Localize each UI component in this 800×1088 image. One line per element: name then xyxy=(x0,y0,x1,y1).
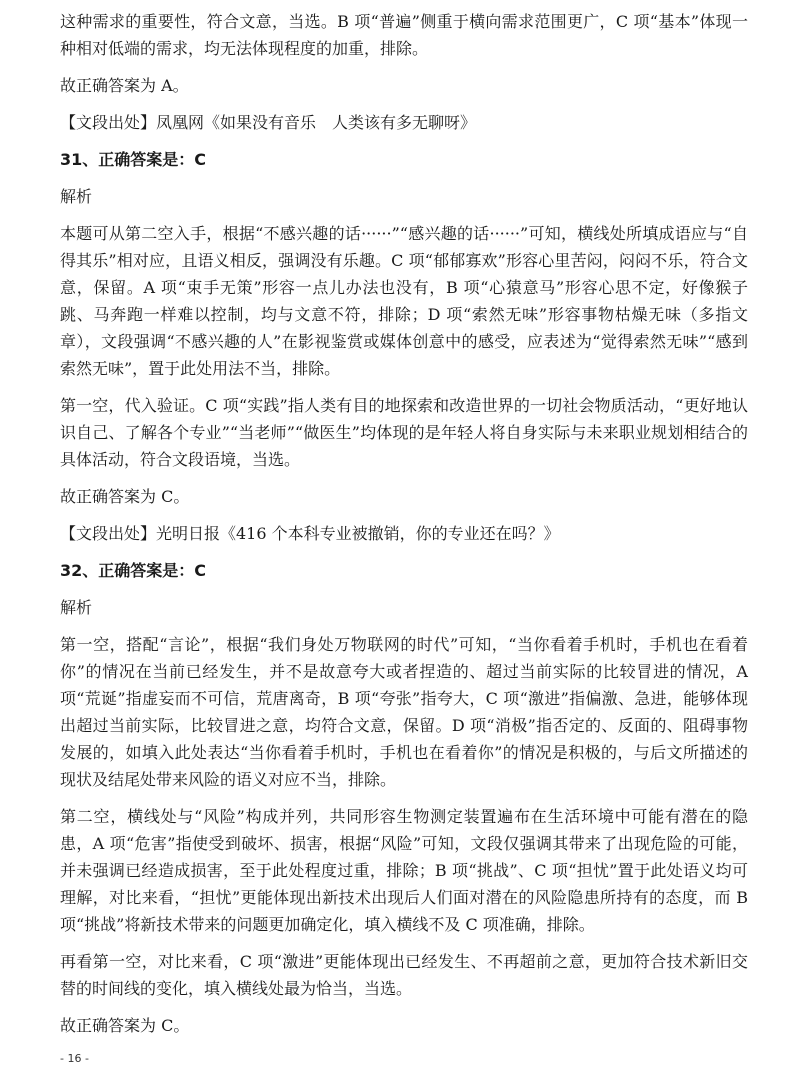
answer-line: 故正确答案为 A。 xyxy=(60,76,189,95)
question-32-heading: 32、正确答案是：C xyxy=(60,561,207,580)
question-31-heading: 31、正确答案是：C xyxy=(60,150,207,169)
source-line: 【文段出处】凤凰网《如果没有音乐 人类该有多无聊呀》 xyxy=(60,113,477,132)
document-body xyxy=(60,8,748,1049)
paragraph: 这种需求的重要性，符合文意，当选。B 项“普遍”侧重于横向需求范围更广，C 项“基本”体现一种相对低端的需求，均无法体现程度的加重，排除。 xyxy=(60,12,748,58)
source-line: 【文段出处】光明日报《416 个本科专业被撤销，你的专业还在吗？》 xyxy=(60,524,560,543)
paragraph: 第一空，搭配“言论”，根据“我们身处万物联网的时代”可知，“当你看着手机时，手机也在看着你”的情况在当前已经发生，并不是故意夸大或者捏造的、超过当前实际的比较冒进的情况，A 项“荒诞”指虚妄而不可信，荒唐离奇，B 项“夸张”指夸大，C 项“激进”指偏激、急进，能够体现出超过当前实际，比较冒进之意，均符合文意，保留。D 项“消极”指否定的、反面的、阻碍事物发展的，如填入此处表达“当你看着手机时，手机也在看着你”的情况是积极的，与后文所描述的现状及结尾处带来风险的语义对应不当，排除。 xyxy=(60,635,748,789)
page-number: - 16 - xyxy=(60,1052,89,1065)
analysis-label: 解析 xyxy=(60,598,93,617)
paragraph: 第一空，代入验证。C 项“实践”指人类有目的地探索和改造世界的一切社会物质活动，“更好地认识自己、了解各个专业”“当老师”“做医生”均体现的是年轻人将自身实际与未来职业规划相结合的具体活动，符合文段语境，当选。 xyxy=(60,396,748,469)
analysis-label: 解析 xyxy=(60,187,93,206)
paragraph: 本题可从第二空入手，根据“不感兴趣的话······”“感兴趣的话······”可知，横线处所填成语应与“自得其乐”相对应，且语义相反，强调没有乐趣。C 项“郁郁寡欢”形容心里苦闷，闷闷不乐，符合文意，保留。A 项“束手无策”形容一点儿办法也没有，B 项“心猿意马”形容心思不定，好像猴子跳、马奔跑一样难以控制，均与文意不符，排除；D 项“索然无味”形容事物枯燥无味（多指文章），文段强调“不感兴趣的人”在影视鉴赏或媒体创意中的感受，应表述为“觉得索然无味”“感到索然无味”，置于此处用法不当，排除。 xyxy=(60,224,748,378)
paragraph: 第二空，横线处与“风险”构成并列，共同形容生物测定装置遍布在生活环境中可能有潜在的隐患，A 项“危害”指使受到破坏、损害，根据“风险”可知，文段仅强调其带来了出现危险的可能，并未强调已经造成损害，至于此处程度过重，排除；B 项“挑战”、C 项“担忧”置于此处语义均可理解，对比来看，“担忧”更能体现出新技术出现后人们面对潜在的风险隐患所持有的态度，而 B 项“挑战”将新技术带来的问题更加确定化，填入横线不及 C 项准确，排除。 xyxy=(60,807,748,934)
answer-line: 故正确答案为 C。 xyxy=(60,487,190,506)
answer-line: 故正确答案为 C。 xyxy=(60,1016,190,1035)
paragraph: 再看第一空，对比来看，C 项“激进”更能体现出已经发生、不再超前之意，更加符合技术新旧交替的时间线的变化，填入横线处最为恰当，当选。 xyxy=(60,952,748,998)
